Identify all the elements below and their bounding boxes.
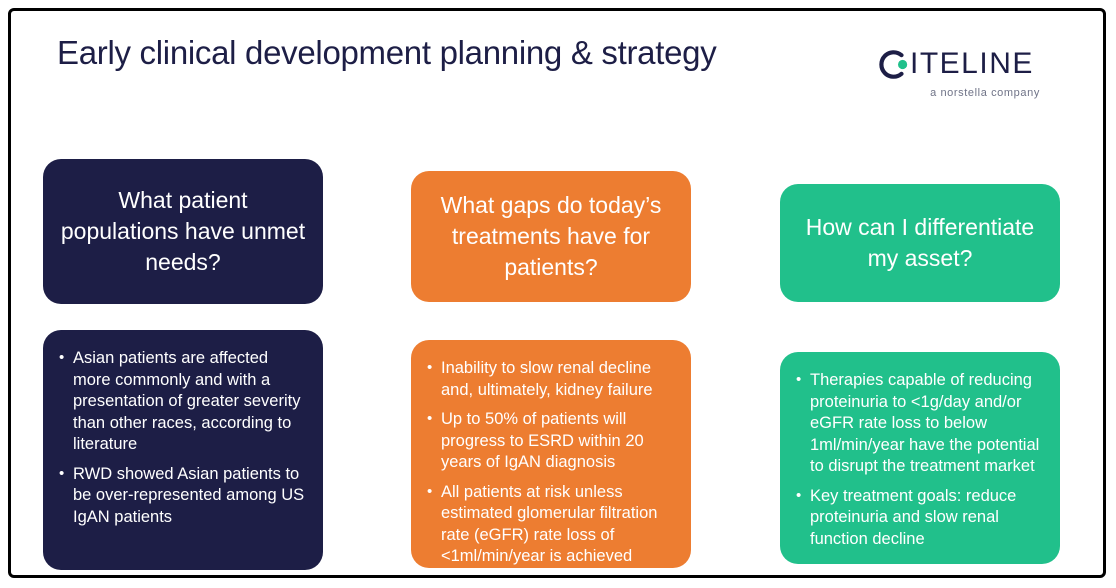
bullet-list-2 <box>423 358 675 568</box>
question-text-2: What gaps do today’s treatments have for patients? <box>440 192 662 280</box>
bullet-list-1 <box>55 348 307 528</box>
column-patient-populations <box>43 159 323 570</box>
column-treatment-gaps <box>411 159 691 568</box>
citeline-logo <box>875 45 1075 107</box>
list-item: • Therapies capable of reducing proteinuria to <1g/day and/or eGFR rate loss to below 1ml/min/year have the potential to disrupt the treatment market <box>810 370 1044 478</box>
list-item: • Inability to slow renal decline and, ultimately, kidney failure <box>441 358 675 401</box>
question-card-2 <box>411 171 691 302</box>
citeline-c-icon <box>875 48 908 81</box>
slide-canvas <box>8 8 1106 578</box>
list-item: • RWD showed Asian patients to be over-represented among US IgAN patients <box>73 464 307 529</box>
list-item: • Key treatment goals: reduce proteinuria and slow renal function decline <box>810 486 1044 551</box>
page-title: Early clinical development planning & strategy <box>57 34 717 71</box>
question-card-1 <box>43 159 323 304</box>
column-differentiation <box>780 159 1060 564</box>
logo-wordmark-row <box>875 45 1075 83</box>
list-item: • Asian patients are affected more commonly and with a presentation of greater severity than other races, according to literature <box>73 348 307 456</box>
list-item: • Up to 50% of patients will progress to ESRD within 20 years of IgAN diagnosis <box>441 409 675 474</box>
logo-wordmark: ITELINE <box>910 47 1034 80</box>
bullet-list-3 <box>792 370 1044 550</box>
question-text-1: What patient populations have unmet needs? <box>60 187 306 275</box>
question-card-3 <box>780 184 1060 302</box>
columns-container <box>11 159 1106 577</box>
answer-card-2 <box>411 340 691 568</box>
answer-card-1 <box>43 330 323 570</box>
list-item: • All patients at risk unless estimated glomerular filtration rate (eGFR) rate loss of <1ml/min/year is achieved <box>441 482 675 568</box>
answer-card-3 <box>780 352 1060 564</box>
question-text-3: How can I differentiate my asset? <box>805 214 1035 271</box>
logo-tagline: a norstella company <box>930 87 1040 99</box>
